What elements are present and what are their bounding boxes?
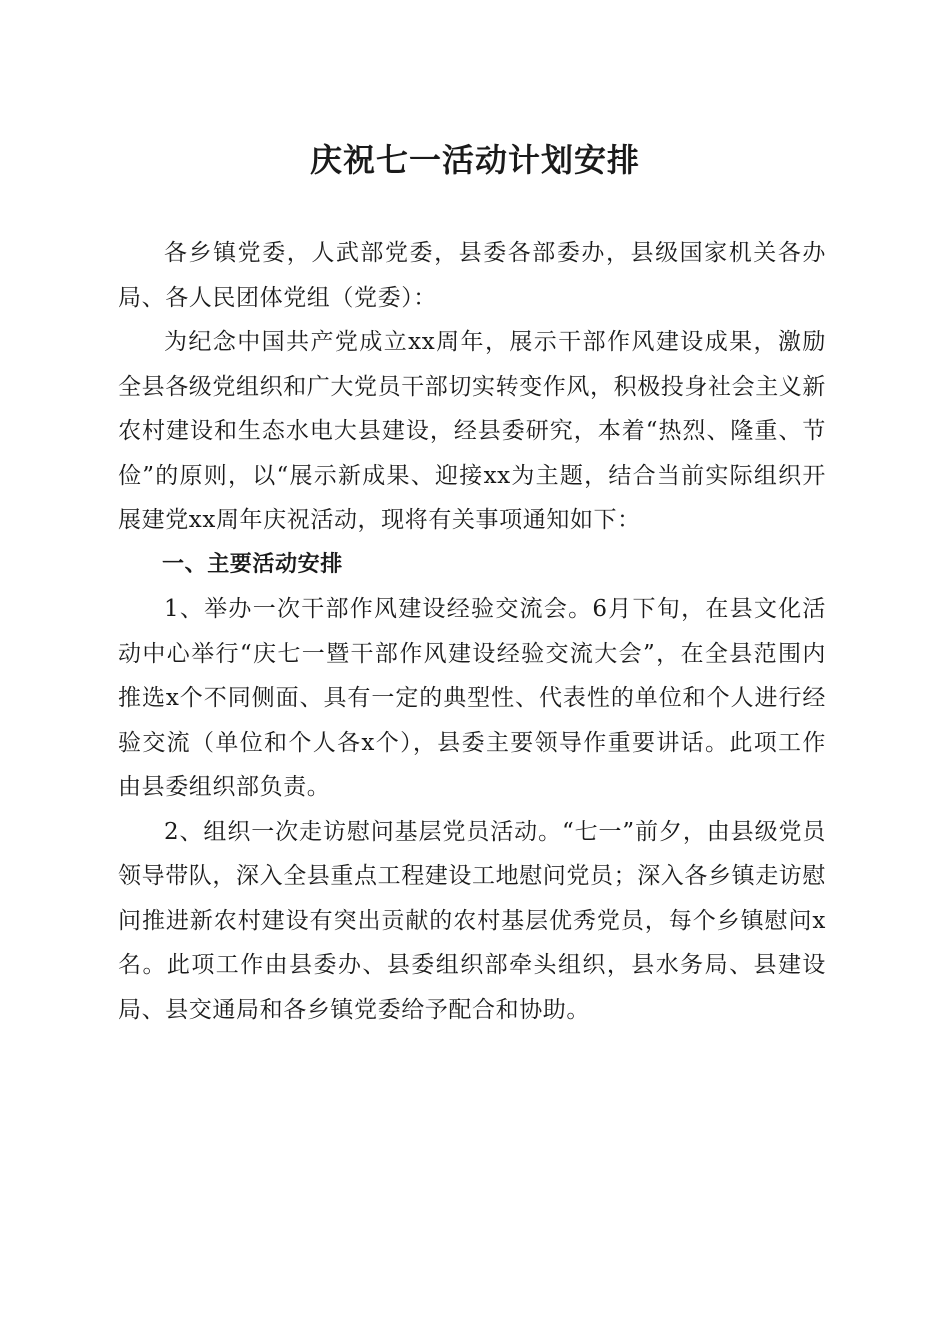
activity-item-2: 2、组织一次走访慰问基层党员活动。“七一”前夕，由县级党员领导带队，深入全县重点工程建设工地慰问党员；深入各乡镇走访慰问推进新农村建设有突出贡献的农村基层优秀党员，每个乡镇慰问x名。此项工作由县委办、县委组织部牵头组织，县水务局、县建设局、县交通局和各乡镇党委给予配合和协助。	[118, 818, 826, 1023]
intro-paragraph: 为纪念中国共产党成立xx周年，展示干部作风建设成果，激励全县各级党组织和广大党员干部切实转变作风，积极投身社会主义新农村建设和生态水电大县建设，经县委研究，本着“热烈、隆重、节俭”的原则，以“展示新成果、迎接xx为主题，结合当前实际组织开展建党xx周年庆祝活动，现将有关事项通知如下：	[118, 329, 826, 533]
document-title: 庆祝七一活动计划安排	[309, 141, 640, 179]
activity-item-1: 1、举办一次干部作风建设经验交流会。6月下旬，在县文化活动中心举行“庆七一暨干部作风建设经验交流大会”，在全县范围内推选x个不同侧面、具有一定的典型性、代表性的单位和个人进行经验交流（单位和个人各x个），县委主要领导作重要讲话。此项工作由县委组织部负责。	[118, 596, 826, 800]
salutation-paragraph: 各乡镇党委，人武部党委，县委各部委办，县级国家机关各办局、各人民团体党组（党委）：	[118, 240, 826, 311]
document-body	[118, 231, 826, 1032]
section-heading: 一、主要活动安排	[162, 551, 343, 577]
